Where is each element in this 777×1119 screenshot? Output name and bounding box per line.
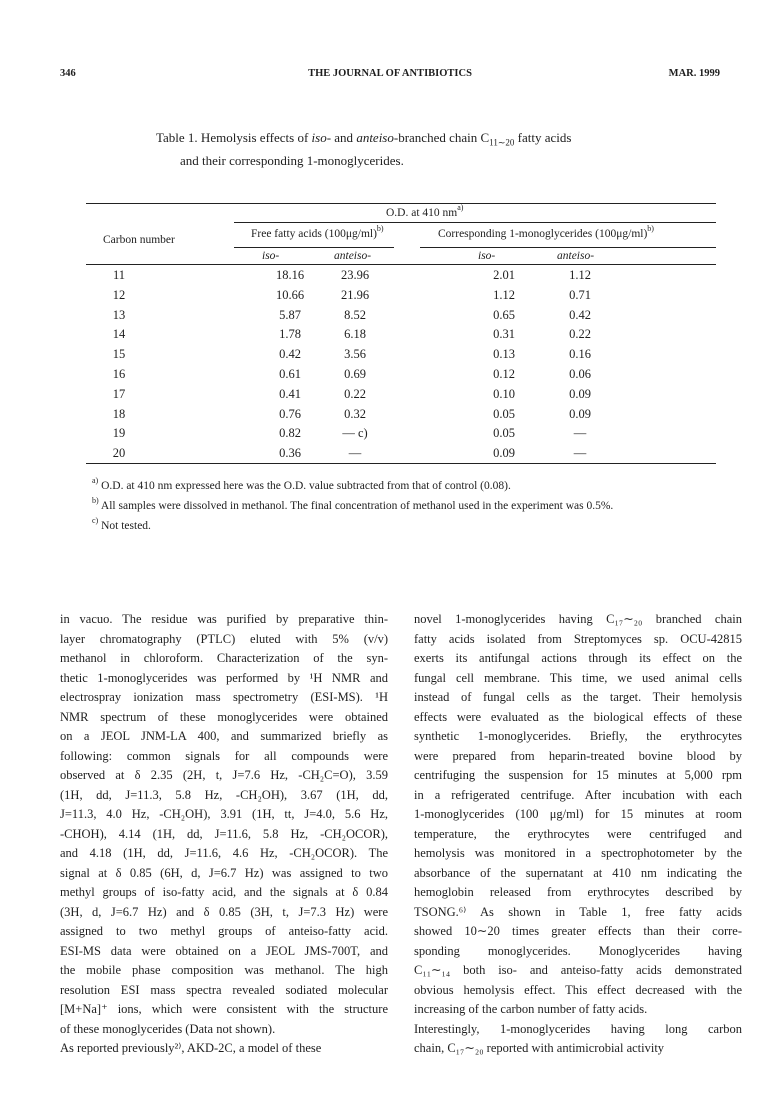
text-line: [M+Na]⁺ ions, which were consistent with the structure: [60, 1002, 388, 1016]
mg-anteiso-cell: 0.09: [569, 386, 591, 401]
table-bottom-rule: [86, 463, 716, 464]
carbon-number-header: Carbon number: [103, 234, 175, 246]
text-line: showed 10∼20 times greater effects than their corre-: [414, 924, 742, 938]
text-line: chain, C₁₇∼₂₀ reported with antimicrobial activity: [414, 1041, 665, 1055]
ff-anteiso-cell: 23.96: [340, 268, 370, 282]
mg-iso-cell: 0.05: [493, 406, 515, 421]
footnote-b: $^{b)}$ All samples were dissolved in methanol. The final concentration of methanol used in the experiment was 0.5%.: [92, 496, 614, 512]
ff-iso-cell: 0.36: [279, 446, 301, 461]
text-line: resolution ESI mass spectra revealed sodiated molecular: [60, 982, 388, 997]
text-line: fatty acids isolated from Streptomyces sp. OCU-42815: [414, 631, 742, 646]
mono-subrule: [420, 247, 716, 248]
text-line: temperature, the erythrocytes were centrifuged and: [414, 826, 742, 841]
mg-anteiso-cell: 0.06: [569, 367, 591, 381]
caption-anteiso: anteiso: [356, 130, 394, 145]
ff-iso-cell: 0.61: [279, 367, 301, 381]
journal-title: THE JOURNAL OF ANTIBIOTICS: [308, 68, 472, 79]
text-line: thetic 1-monoglycerides was performed by ¹H NMR and: [60, 670, 388, 685]
body-left-column: [60, 610, 388, 1059]
caption-line-2: and their corresponding 1-monoglycerides.: [180, 152, 404, 168]
table-top-rule: [86, 203, 716, 204]
text-line: NMR spectrum of these monoglycerides were obtained: [60, 709, 388, 724]
ff-anteiso-cell: 3.56: [344, 347, 366, 362]
text-line: exerts its antifungal actions through its effect on the: [414, 651, 742, 665]
caption-line-1: [156, 129, 676, 152]
text-line: (3H, d, J=6.7 Hz) and δ 0.85 (3H, t, J=7.3 Hz) were: [60, 904, 388, 919]
mg-anteiso-cell: 0.71: [569, 287, 591, 302]
text-line: signal at δ 0.85 (6H, d, J=6.7 Hz) was assigned to two: [60, 865, 388, 880]
text-line: (1H, dd, J=11.3, 5.8 Hz, -CH₂OH), 3.67 (1H, dd,: [60, 787, 388, 802]
text-line: of these monoglycerides (Data not shown).: [60, 1021, 276, 1036]
mg-iso-cell: 0.05: [493, 426, 515, 441]
text-line: assigned to two methyl groups of anteiso-fatty acid.: [60, 924, 388, 938]
free-fatty-acids-header: Free fatty acids $(100\mu g/ml)^{b)}$: [251, 224, 384, 240]
carbon-cell: 15: [112, 347, 126, 362]
text-line: J=11.3, 4.0 Hz, -CH₂OH), 3.91 (1H, tt, J=4.0, 5.6 Hz,: [60, 807, 388, 821]
text-line: hemoglobin released from erythrocytes described by: [414, 885, 742, 899]
caption-and: and: [331, 130, 357, 145]
carbon-cell: 18: [112, 406, 126, 421]
mg-iso-cell: 0.09: [493, 446, 515, 461]
text-line: on a JEOL JNM-LA 400, and summarized briefly as: [60, 729, 388, 743]
mg-anteiso-cell: 0.22: [569, 327, 591, 342]
footnote-a: $^{a)}$ O.D. at 410 nm expressed here was the O.D. value subtracted from that of control (0.08).: [92, 476, 511, 492]
ff-anteiso-cell: 0.69: [344, 367, 366, 381]
text-line: instead of fungal cells as the target. Their hemolysis: [414, 690, 742, 704]
text-line: effects were evaluated as the biological effects of these: [414, 709, 742, 724]
text-line: observed at δ 2.35 (2H, t, J=7.6 Hz, -CH₂C=O), 3.59: [60, 768, 388, 782]
ff-anteiso-cell: —: [348, 446, 362, 461]
text-line: following: common signals for all compounds were: [60, 748, 388, 763]
mg-anteiso-cell: 0.42: [569, 307, 591, 322]
text-line: fungal cell membrane. This time, we used animal cells: [414, 670, 742, 685]
page-number: 346: [60, 68, 76, 79]
caption-subscript: 11∼20: [489, 137, 515, 148]
ff-iso-cell: 0.82: [279, 426, 301, 441]
ff-iso-cell: 0.41: [279, 386, 301, 401]
free-subrule: [234, 247, 394, 248]
carbon-cell: 16: [112, 367, 126, 381]
body-right-column: [414, 610, 742, 1059]
caption-prefix: Table 1. Hemolysis effects of: [156, 130, 312, 145]
carbon-cell: 13: [112, 307, 126, 322]
carbon-cell: 14: [112, 327, 126, 342]
mg-anteiso-cell: —: [573, 446, 587, 461]
text-line: sponding monoglycerides. Monoglycerides having: [414, 943, 742, 958]
text-line: Interestingly, 1-monoglycerides having long carbon: [414, 1021, 742, 1036]
table-caption: [156, 129, 676, 169]
running-header: [60, 68, 720, 82]
ff-anteiso-cell: — c): [342, 426, 368, 441]
text-line: ESI-MS data were obtained on a JEOL JMS-700T, and: [60, 943, 388, 958]
text-line: C₁₁∼₁₄ both iso- and anteiso-fatty acids demonstrated: [414, 963, 742, 977]
text-line: were prepared from heparin-treated bovine blood by: [414, 748, 742, 763]
text-line: electrospray ionization mass spectrometry (ESI-MS). ¹H: [60, 690, 388, 704]
text-line: As reported previously²⁾, AKD-2C, a model of these: [60, 1041, 322, 1055]
text-line: in vacuo. The residue was purified by preparative thin-: [60, 612, 388, 626]
text-line: methyl groups of iso-fatty acid, and the signals at δ 0.84: [60, 885, 388, 899]
mg-iso-cell: 0.10: [493, 386, 515, 401]
ff-anteiso-cell: 6.18: [344, 327, 366, 342]
text-line: methanol in chloroform. Characterization of the syn-: [60, 651, 388, 665]
carbon-cell: 17: [112, 386, 126, 401]
ff-iso-cell: 0.76: [279, 406, 301, 421]
mg-iso-cell: 1.12: [493, 287, 515, 302]
mg-anteiso-cell: 1.12: [569, 268, 591, 282]
ff-iso-cell: 0.42: [279, 347, 301, 362]
text-line: TSONG.⁶⁾ As shown in Table 1, free fatty acids: [414, 904, 742, 919]
ff-anteiso-cell: 0.32: [344, 406, 366, 421]
ff-iso-cell: 1.78: [279, 327, 301, 342]
mg-iso-cell: 0.31: [493, 327, 515, 342]
mg-anteiso-cell: 0.09: [569, 406, 591, 421]
ff-iso-header: iso-: [262, 250, 280, 262]
carbon-cell: 19: [112, 426, 126, 441]
text-line: and 4.18 (1H, dd, J=11.6, 4.6 Hz, -CH₂OCOR). The: [60, 846, 388, 860]
text-line: layer chromatography (PTLC) eluted with 5% (v/v): [60, 631, 388, 646]
mg-anteiso-cell: —: [573, 426, 587, 441]
text-line: -CHOH), 4.14 (1H, dd, J=11.6, 5.8 Hz, -CH₂OCOR),: [60, 826, 388, 841]
ff-anteiso-header: anteiso-: [334, 250, 372, 262]
od-header: O.D. at 410 $nm^{a)}$: [386, 203, 464, 219]
caption-suffix: -branched chain C: [393, 130, 490, 145]
text-line: absorbance of the supernatant at 410 nm indicating the: [414, 865, 742, 880]
issue-date: MAR. 1999: [668, 68, 720, 79]
text-line: increasing of the carbon number of fatty acids.: [414, 1002, 648, 1016]
ff-anteiso-cell: 8.52: [344, 307, 366, 322]
text-line: the mobile phase composition was methanol. The high: [60, 963, 388, 977]
caption-iso: iso-: [311, 130, 332, 145]
mg-iso-header: iso-: [478, 250, 496, 262]
text-line: obvious hemolysis effect. This effect decreased with the: [414, 982, 742, 997]
ff-anteiso-cell: 0.22: [344, 386, 366, 401]
mg-iso-cell: 0.13: [493, 347, 515, 362]
text-line: novel 1-monoglycerides having C₁₇∼₂₀ branched chain: [414, 612, 742, 626]
text-line: in a refrigerated centrifuge. After incubation with each: [414, 787, 742, 802]
mg-iso-cell: 2.01: [493, 268, 515, 282]
ff-iso-cell: 5.87: [279, 307, 301, 322]
text-line: synthetic 1-monoglycerides. Briefly, the erythrocytes: [414, 729, 742, 743]
header-bottom-rule: [86, 264, 716, 265]
mg-anteiso-header: anteiso-: [557, 250, 595, 262]
monoglycerides-header: Corresponding 1-monoglycerides $(100\mu g/ml)^{b)}$: [438, 224, 654, 240]
mg-iso-cell: 0.65: [493, 307, 515, 322]
carbon-cell: 12: [112, 287, 126, 302]
caption-tail: fatty acids: [514, 130, 572, 145]
text-line: hemolysis was monitored in a spectrophotometer by the: [414, 846, 742, 860]
carbon-cell: 11: [112, 268, 126, 282]
ff-anteiso-cell: 21.96: [340, 287, 370, 302]
mg-iso-cell: 0.12: [493, 367, 515, 381]
text-line: 1-monoglycerides (100 μg/ml) for 15 minutes at room: [414, 807, 742, 821]
ff-iso-cell: 10.66: [275, 287, 305, 302]
ff-iso-cell: 18.16: [275, 268, 305, 282]
carbon-cell: 20: [112, 446, 126, 461]
mg-anteiso-cell: 0.16: [569, 347, 591, 362]
od-rule: [234, 222, 716, 223]
text-line: centrifuging the suspension for 15 minutes at 5,000 rpm: [414, 768, 742, 782]
footnote-c: $^{c)}$ Not tested.: [92, 516, 151, 532]
